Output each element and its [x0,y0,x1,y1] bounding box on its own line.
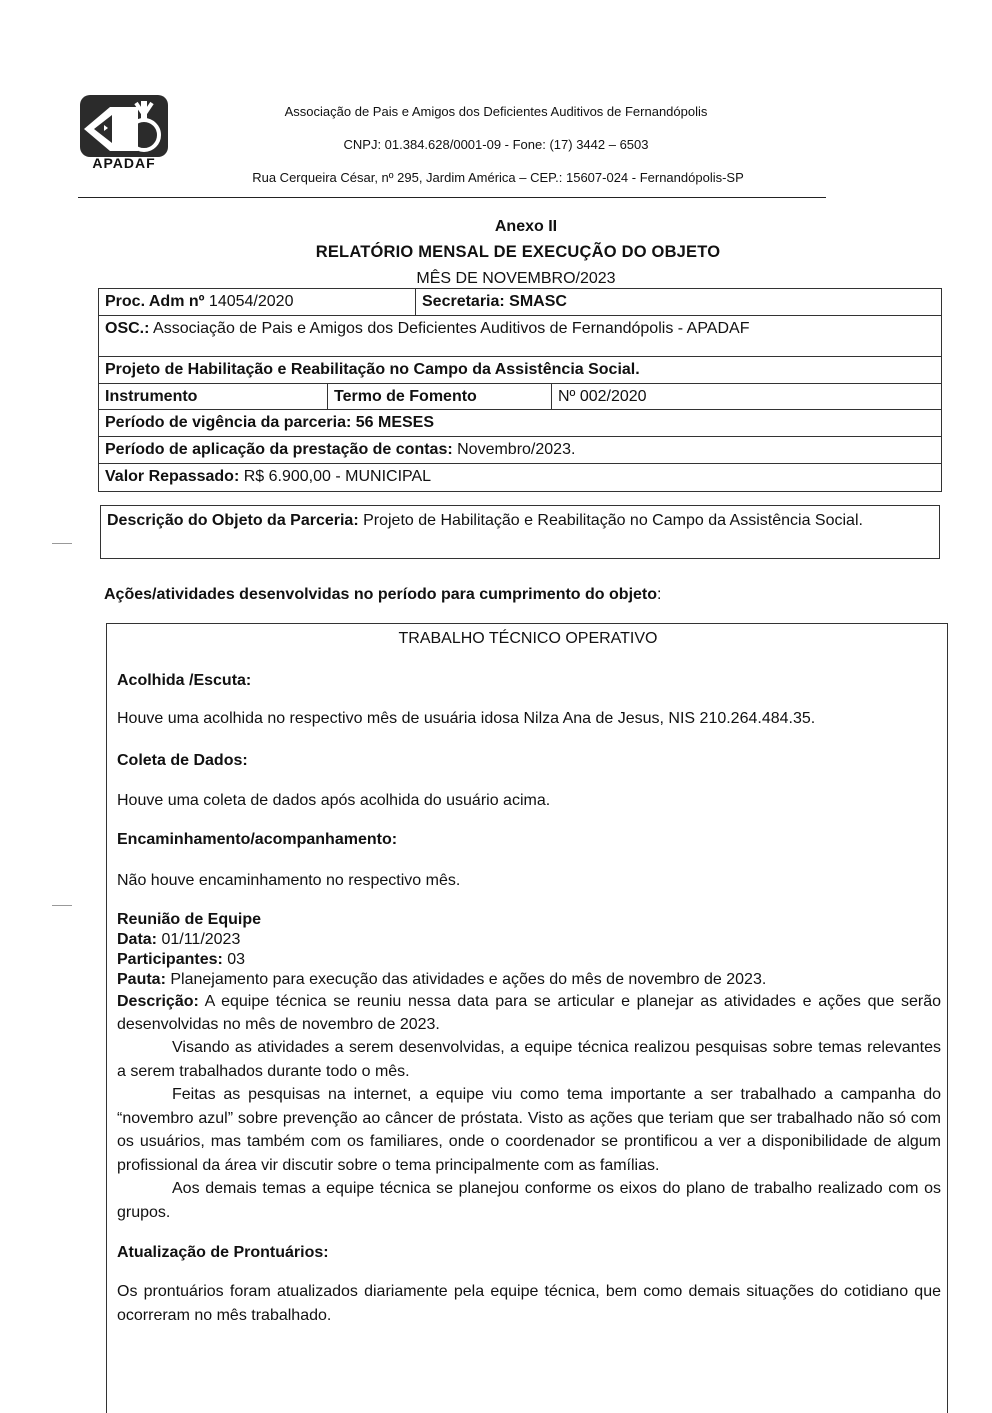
actions-colon: : [657,586,662,603]
acolhida-heading: Acolhida /Escuta: [117,672,252,689]
description-label: Descrição do Objeto da Parceria: [107,512,359,529]
participantes-label: Participantes: [117,951,223,968]
work-title: TRABALHO TÉCNICO OPERATIVO [398,630,658,647]
instrument-value: Termo de Fomento [327,384,551,409]
pauta-value: Planejamento para execução das atividades e ações do mês de novembro de 2023. [165,971,767,988]
actions-label: Ações/atividades desenvolvidas no período para cumprimento do objeto [104,586,658,603]
coleta-heading: Coleta de Dados: [117,752,248,769]
info-row-valor [99,464,941,492]
valor-label: Valor Repassado: [105,468,240,485]
vigencia-cell: Período de vigência da parceria: 56 MESES [105,414,435,431]
osc-value: Associação de Pais e Amigos dos Deficientes Auditivos de Fernandópolis - APADAF [149,320,750,337]
reuniao-heading: Reunião de Equipe [117,911,262,928]
prontuarios-heading: Atualização de Prontuários: [117,1244,329,1261]
info-row-project [99,357,941,384]
aplicacao-cell [99,437,941,463]
header-divider [78,197,826,198]
valor-cell [99,464,941,491]
info-row-osc [99,316,941,357]
organization-contact: CNPJ: 01.384.628/0001-09 - Fone: (17) 3442 – 6503 [343,137,649,152]
margin-mark [52,543,72,544]
data-label: Data: [117,931,158,948]
participantes-value: 03 [222,951,246,968]
coleta-text: Houve uma coleta de dados após acolhida do usuário acima. [117,792,551,809]
reuniao-pauta [117,970,941,990]
paragraph-visando: Visando as atividades a serem desenvolvidas, a equipe técnica realizou pesquisas sobre temas relevantes a serem trabalhados durante todo o mês. [117,1039,941,1080]
paragraph-demais-temas: Aos demais temas a equipe técnica se planejou conforme os eixos do plano de trabalho realizado com os grupos. [117,1180,941,1221]
instrument-label: Instrumento [105,388,198,405]
info-row-aplicacao [99,437,941,464]
info-row-proc [99,289,941,316]
proc-label: Proc. Adm nº [105,293,205,310]
annex-title: Anexo II [494,218,558,235]
pauta-label: Pauta: [117,971,166,988]
secretaria-cell: Secretaria: SMASC [415,289,941,315]
osc-label: OSC.: [105,320,150,337]
reuniao-section [117,910,941,1224]
margin-mark [52,905,72,906]
osc-cell [99,316,941,356]
acolhida-text: Houve uma acolhida no respectivo mês de usuária idosa Nilza Ana de Jesus, NIS 210.264.484.35. [117,710,816,727]
organization-name: Associação de Pais e Amigos dos Deficientes Auditivos de Fernandópolis [284,104,708,119]
proc-cell [99,289,415,315]
reuniao-data [117,930,941,950]
organization-address: Rua Cerqueira César, nº 295, Jardim América – CEP.: 15607-024 - Fernandópolis-SP [252,170,744,185]
descricao-value: A equipe técnica se reuniu nessa data para se articular e planejar as atividades e ações que serão desenvolvidas no mês de novembro de 2023. [117,993,941,1033]
reuniao-descricao [117,990,941,1036]
proc-value: 14054/2020 [204,293,294,310]
reuniao-participantes [117,950,941,970]
object-description-box [100,505,940,559]
valor-value: R$ 6.900,00 - MUNICIPAL [239,468,432,485]
paragraph-pesquisas: Feitas as pesquisas na internet, a equipe viu como tema importante a ser trabalhado a campanha do “novembro azul” sobre prevenção ao câncer de próstata. Visto as ações que teriam que ser trabalhado não só com os usuários, mas também com os familiares, onde o coordenador se prontificou a ver a disponibilidade de algum profissional da área vir discutir sobre o tema principalmente com as famílias. [117,1086,941,1174]
actions-heading [104,586,661,604]
info-row-instrument [99,384,941,410]
encaminhamento-heading: Encaminhamento/acompanhamento: [117,831,398,848]
project-cell: Projeto de Habilitação e Reabilitação no Campo da Assistência Social. [105,361,640,378]
data-value: 01/11/2023 [157,931,241,948]
technical-work-box [106,623,948,1413]
logo-text: APADAF [92,155,156,171]
instrument-number: Nº 002/2020 [551,384,941,409]
description-value: Projeto de Habilitação e Reabilitação no Campo da Assistência Social. [358,512,863,529]
report-title: RELATÓRIO MENSAL DE EXECUÇÃO DO OBJETO [315,243,721,261]
info-row-vigencia [99,410,941,437]
descricao-label: Descrição: [117,993,199,1010]
info-table [98,288,942,492]
aplicacao-label: Período de aplicação da prestação de contas: [105,441,453,458]
aplicacao-value: Novembro/2023. [452,441,576,458]
report-month: MÊS DE NOVEMBRO/2023 [416,270,616,287]
prontuarios-text: Os prontuários foram atualizados diariamente pela equipe técnica, bem como demais situações do cotidiano que ocorreram no mês trabalhado. [117,1283,941,1324]
encaminhamento-text: Não houve encaminhamento no respectivo mês. [117,872,461,889]
